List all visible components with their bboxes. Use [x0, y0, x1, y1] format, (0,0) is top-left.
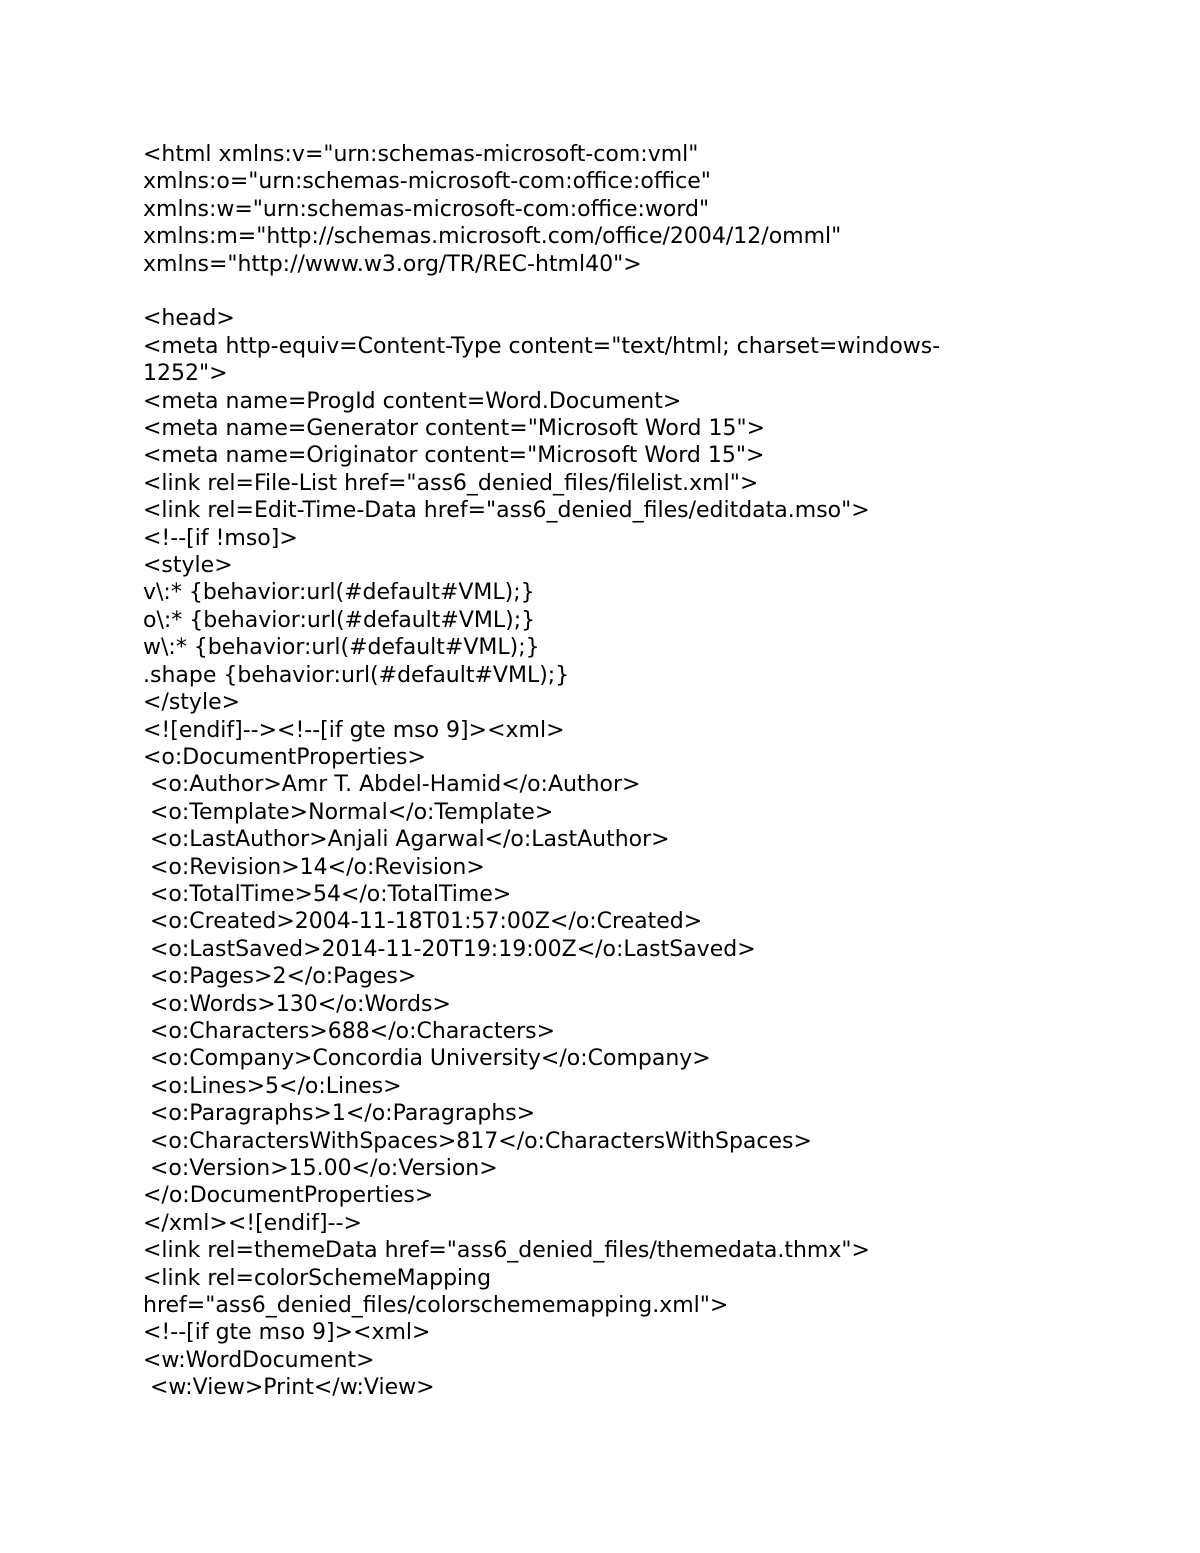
document-line: xmlns:w="urn:schemas-microsoft-com:office:word" — [143, 196, 710, 222]
document-line: <head> — [143, 306, 235, 332]
document-line: <o:CharactersWithSpaces>817</o:CharactersWithSpaces> — [143, 1128, 812, 1154]
document-line: <!--[if !mso]> — [143, 525, 298, 551]
document-line: <style> — [143, 553, 233, 579]
document-line: <o:Pages>2</o:Pages> — [143, 964, 417, 990]
document-line: <o:Template>Normal</o:Template> — [143, 799, 554, 825]
document-line: .shape {behavior:url(#default#VML);} — [143, 662, 570, 688]
document-line: </style> — [143, 690, 241, 716]
document-line: <o:Revision>14</o:Revision> — [143, 854, 485, 880]
document-line: xmlns:m="http://schemas.microsoft.com/office/2004/12/omml" — [143, 224, 842, 250]
document-line: <link rel=File-List href="ass6_denied_files/filelist.xml"> — [143, 470, 759, 496]
document-line: <o:Version>15.00</o:Version> — [143, 1156, 498, 1182]
document-line: <o:LastAuthor>Anjali Agarwal</o:LastAuthor> — [143, 827, 670, 853]
document-line: <link rel=Edit-Time-Data href="ass6_denied_files/editdata.mso"> — [143, 498, 870, 524]
document-line: <meta name=Originator content="Microsoft Word 15"> — [143, 443, 765, 469]
document-line — [143, 278, 1043, 305]
document-line: <link rel=themeData href="ass6_denied_files/themedata.thmx"> — [143, 1238, 870, 1264]
document-line: <o:Paragraphs>1</o:Paragraphs> — [143, 1101, 536, 1127]
document-line: <meta http-equiv=Content-Type content="text/html; charset=windows- — [143, 333, 941, 359]
document-line: </o:DocumentProperties> — [143, 1183, 434, 1209]
document-line: <o:DocumentProperties> — [143, 744, 426, 770]
document-line: xmlns:o="urn:schemas-microsoft-com:office:office" — [143, 169, 711, 195]
document-line: <o:Characters>688</o:Characters> — [143, 1018, 556, 1044]
document-line: <meta name=Generator content="Microsoft Word 15"> — [143, 416, 766, 442]
document-line: o\:* {behavior:url(#default#VML);} — [143, 607, 536, 633]
document-line: <html xmlns:v="urn:schemas-microsoft-com:vml" — [143, 142, 699, 167]
document-line: <o:LastSaved>2014-11-20T19:19:00Z</o:LastSaved> — [143, 936, 756, 962]
document-line: xmlns="http://www.w3.org/TR/REC-html40"> — [143, 251, 642, 277]
document-line: <o:Company>Concordia University</o:Company> — [143, 1046, 711, 1072]
document-line: <w:View>Print</w:View> — [143, 1375, 435, 1401]
document-line: <link rel=colorSchemeMapping — [143, 1265, 492, 1291]
document-line: </xml><![endif]--> — [143, 1210, 362, 1236]
document-line: v\:* {behavior:url(#default#VML);} — [143, 580, 535, 606]
document-line: <meta name=ProgId content=Word.Document> — [143, 388, 682, 414]
document-line: <o:Author>Amr T. Abdel-Hamid</o:Author> — [143, 772, 641, 798]
document-line: <!--[if gte mso 9]><xml> — [143, 1320, 431, 1346]
document-line: <o:Created>2004-11-18T01:57:00Z</o:Created> — [143, 909, 703, 935]
document-line: 1252"> — [143, 361, 228, 387]
document-line: <o:TotalTime>54</o:TotalTime> — [143, 881, 512, 907]
document-line: <![endif]--><!--[if gte mso 9]><xml> — [143, 717, 565, 743]
document-line: w\:* {behavior:url(#default#VML);} — [143, 635, 540, 661]
document-body — [143, 141, 1043, 1402]
document-line: <o:Lines>5</o:Lines> — [143, 1073, 402, 1099]
document-line: <w:WordDocument> — [143, 1347, 375, 1373]
document-line: <o:Words>130</o:Words> — [143, 991, 451, 1017]
document-line: href="ass6_denied_files/colorschememapping.xml"> — [143, 1293, 729, 1319]
